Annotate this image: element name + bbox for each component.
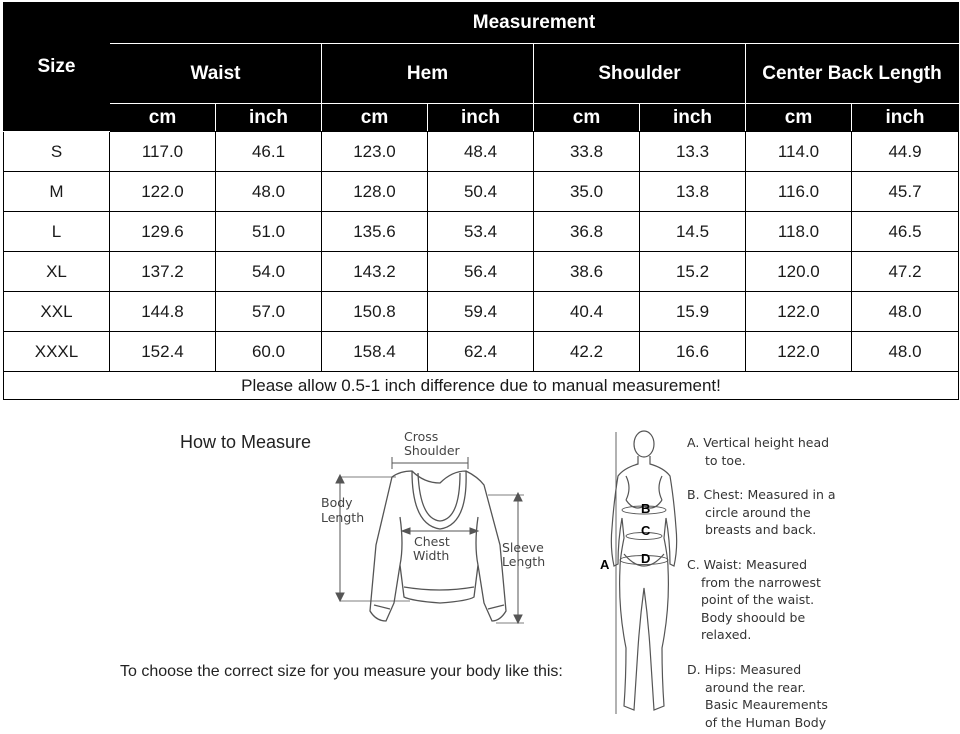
- measurement-cell: 129.6: [110, 212, 216, 252]
- size-row: [4, 252, 959, 292]
- unit-header: inch: [852, 104, 959, 132]
- measurement-cell: 60.0: [216, 332, 322, 372]
- measurement-cell: 48.0: [852, 292, 959, 332]
- measurement-cell: 120.0: [746, 252, 852, 292]
- measurement-cell: 117.0: [110, 132, 216, 172]
- description-a: A. Vertical height head to toe.: [687, 435, 830, 468]
- size-row: [4, 172, 959, 212]
- description-b: B. Chest: Measured in a circle around the breasts and back.: [687, 487, 836, 537]
- figure-label-d: D: [641, 551, 651, 566]
- measurement-cell: 144.8: [110, 292, 216, 332]
- size-label-cell: XXL: [4, 292, 110, 332]
- cross-shoulder-label: Cross: [404, 429, 439, 444]
- size-row: [4, 132, 959, 172]
- measurement-cell: 35.0: [534, 172, 640, 212]
- measurement-cell: 16.6: [640, 332, 746, 372]
- measurement-cell: 42.2: [534, 332, 640, 372]
- size-label-cell: M: [4, 172, 110, 212]
- measurement-cell: 13.3: [640, 132, 746, 172]
- measurement-cell: 15.2: [640, 252, 746, 292]
- size-row: [4, 292, 959, 332]
- unit-header: inch: [640, 104, 746, 132]
- measurement-cell: 46.5: [852, 212, 959, 252]
- measurement-cell: 122.0: [746, 332, 852, 372]
- sleeve-length-label: Length: [502, 554, 546, 569]
- measurement-cell: 114.0: [746, 132, 852, 172]
- measurement-cell: 38.6: [534, 252, 640, 292]
- measurement-cell: 59.4: [428, 292, 534, 332]
- measurement-cell: 53.4: [428, 212, 534, 252]
- measurement-cell: 36.8: [534, 212, 640, 252]
- body-length-label: Body: [321, 495, 353, 510]
- body-length-label: Length: [321, 510, 365, 525]
- unit-header: cm: [534, 104, 640, 132]
- measurement-cell: 152.4: [110, 332, 216, 372]
- measurement-cell: 40.4: [534, 292, 640, 332]
- measurement-cell: 158.4: [322, 332, 428, 372]
- measurement-cell: 123.0: [322, 132, 428, 172]
- measurement-cell: 57.0: [216, 292, 322, 332]
- measurement-cell: 51.0: [216, 212, 322, 252]
- group-header-waist: Waist: [110, 44, 322, 104]
- measurement-cell: 122.0: [110, 172, 216, 212]
- measurement-cell: 54.0: [216, 252, 322, 292]
- measurement-cell: 48.0: [216, 172, 322, 212]
- cross-shoulder-label: Shoulder: [404, 443, 460, 458]
- figure-label-a: A: [600, 557, 610, 572]
- sleeve-length-label: Sleeve: [502, 540, 544, 555]
- size-row: [4, 212, 959, 252]
- measurement-cell: 143.2: [322, 252, 428, 292]
- measurement-cell: 45.7: [852, 172, 959, 212]
- measurement-cell: 150.8: [322, 292, 428, 332]
- measurement-cell: 44.9: [852, 132, 959, 172]
- measurement-cell: 14.5: [640, 212, 746, 252]
- group-header-hem: Hem: [322, 44, 534, 104]
- measurement-cell: 48.4: [428, 132, 534, 172]
- size-header: Size: [4, 3, 110, 132]
- figure-label-c: C: [641, 523, 651, 538]
- measurement-cell: 33.8: [534, 132, 640, 172]
- unit-header: cm: [746, 104, 852, 132]
- human-body-illustration: [596, 428, 686, 718]
- chest-width-label: Chest: [414, 534, 450, 549]
- measurement-cell: 47.2: [852, 252, 959, 292]
- size-label-cell: L: [4, 212, 110, 252]
- measurement-header: Measurement: [110, 3, 959, 44]
- description-d: D. Hips: Measured around the rear. Basic Meaurements of the Human Body: [687, 662, 828, 730]
- measurement-cell: 135.6: [322, 212, 428, 252]
- unit-header: cm: [110, 104, 216, 132]
- measurement-cell: 116.0: [746, 172, 852, 212]
- measurement-cell: 137.2: [110, 252, 216, 292]
- size-row: [4, 332, 959, 372]
- how-to-measure-title: How to Measure: [180, 432, 312, 452]
- unit-header: inch: [216, 104, 322, 132]
- size-label-cell: XL: [4, 252, 110, 292]
- size-chart-table: [3, 2, 959, 400]
- figure-label-b: B: [641, 501, 651, 516]
- unit-header: inch: [428, 104, 534, 132]
- measurement-cell: 128.0: [322, 172, 428, 212]
- group-header-center-back-length: Center Back Length: [746, 44, 959, 104]
- measurement-cell: 46.1: [216, 132, 322, 172]
- unit-header: cm: [322, 104, 428, 132]
- measurement-cell: 62.4: [428, 332, 534, 372]
- measure-instruction: To choose the correct size for you measure your body like this:: [120, 663, 563, 680]
- group-header-shoulder: Shoulder: [534, 44, 746, 104]
- size-label-cell: S: [4, 132, 110, 172]
- measurement-cell: 48.0: [852, 332, 959, 372]
- measurement-cell: 56.4: [428, 252, 534, 292]
- measurement-cell: 122.0: [746, 292, 852, 332]
- chest-width-label: Width: [413, 548, 450, 563]
- measurement-cell: 118.0: [746, 212, 852, 252]
- size-label-cell: XXXL: [4, 332, 110, 372]
- measurement-cell: 13.8: [640, 172, 746, 212]
- measurement-cell: 15.9: [640, 292, 746, 332]
- measurement-cell: 50.4: [428, 172, 534, 212]
- description-c: C. Waist: Measured from the narrowest point of the waist. Body shoould be relaxed.: [687, 557, 821, 642]
- measurement-note: Please allow 0.5-1 inch difference due to manual measurement!: [4, 372, 959, 400]
